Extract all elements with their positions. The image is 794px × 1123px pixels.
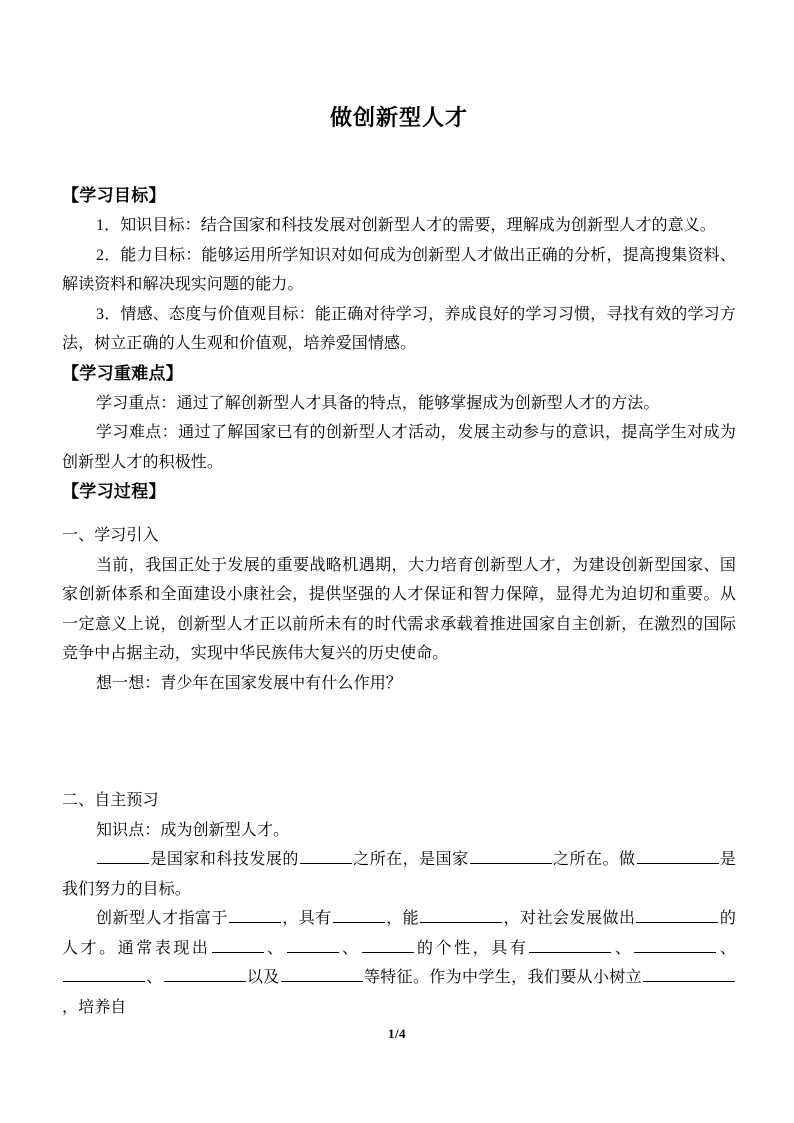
fill-text-seg: 之所在。做 bbox=[552, 851, 636, 868]
fill-text-seg: 、 bbox=[717, 939, 736, 957]
fill-text-seg: 、 bbox=[612, 939, 634, 957]
key-point-item-2: 学习难点：通过了解国家已有的创新型人才活动，发展主动参与的意识，提高学生对成为创新型人才的积极性。 bbox=[62, 424, 736, 471]
fill-text-seg: ，对社会发展做出 bbox=[503, 910, 636, 927]
objective-item-1: 1．知识目标：结合国家和科技发展对创新型人才的需要，理解成为创新型人才的意义。 bbox=[96, 217, 716, 234]
fill-text-seg: ，培养自 bbox=[62, 998, 127, 1016]
part-two-knowledge-point: 知识点：成为创新型人才。 bbox=[96, 821, 290, 839]
answer-writing-space[interactable] bbox=[62, 698, 736, 786]
page-title: 做创新型人才 bbox=[329, 105, 468, 130]
fill-paragraph-1 bbox=[62, 845, 736, 904]
blank-field[interactable] bbox=[362, 937, 414, 953]
page-number: 1/4 bbox=[387, 1026, 407, 1041]
section-heading-objectives: 【学习目标】 bbox=[62, 186, 166, 205]
fill-paragraph-2 bbox=[62, 904, 736, 1022]
blank-field[interactable] bbox=[634, 937, 716, 953]
fill-text-seg: 、 bbox=[146, 969, 163, 986]
blank-field[interactable] bbox=[287, 937, 339, 953]
blank-field[interactable] bbox=[420, 907, 502, 923]
blank-field[interactable] bbox=[281, 966, 363, 982]
blank-field[interactable] bbox=[164, 966, 246, 982]
fill-text-seg: 之所在，是国家 bbox=[352, 851, 469, 868]
fill-text-seg: 的个性，具有 bbox=[414, 939, 529, 957]
fill-text-seg: 是我们努力的目标。 bbox=[62, 851, 736, 898]
blank-field[interactable] bbox=[333, 907, 385, 923]
part-two-label: 二、自主预习 bbox=[62, 792, 159, 809]
blank-field[interactable] bbox=[643, 966, 735, 982]
document-body bbox=[62, 0, 736, 1022]
section-heading-process: 【学习过程】 bbox=[62, 482, 166, 501]
blank-field[interactable] bbox=[63, 966, 145, 982]
blank-field[interactable] bbox=[212, 937, 264, 953]
objective-item-3: 3．情感、态度与价值观目标：能正确对待学习，养成良好的学习习惯，寻找有效的学习方法，树立正确的人生观和价值观，培养爱国情感。 bbox=[62, 305, 736, 352]
blank-field[interactable] bbox=[636, 907, 718, 923]
blank-field[interactable] bbox=[97, 848, 149, 864]
fill-text-seg: 以及 bbox=[246, 969, 280, 986]
fill-text-seg: 、 bbox=[339, 939, 361, 957]
blank-field[interactable] bbox=[300, 848, 352, 864]
fill-text-seg: 等特征。作为中学生，我们要从小树立 bbox=[363, 969, 642, 986]
blank-field[interactable] bbox=[470, 848, 552, 864]
part-one-label: 一、学习引入 bbox=[62, 527, 159, 544]
fill-text-seg: 的人才。通常表现出 bbox=[62, 910, 736, 957]
objective-item-2: 2．能力目标：能够运用所学知识对如何成为创新型人才做出正确的分析，提高搜集资料、解读资料和解决现实问题的能力。 bbox=[62, 246, 736, 293]
blank-field[interactable] bbox=[529, 937, 611, 953]
blank-field[interactable] bbox=[637, 848, 719, 864]
part-one-paragraph: 当前，我国正处于发展的重要战略机遇期，大力培育创新型人才，为建设创新型国家、国家创新体系和全面建设小康社会，提供坚强的人才保证和智力保障，显得尤为迫切和重要。从一定意义上说，创新型人才正以前所未有的时代需求承载着推进国家自主创新，在激烈的国际竞争中占据主动，实现中华民族伟大复兴的历史使命。 bbox=[62, 556, 736, 662]
section-heading-key-points: 【学习重难点】 bbox=[62, 363, 184, 383]
spacer-before-objectives bbox=[62, 133, 736, 181]
fill-text-seg: 创新型人才指富于 bbox=[96, 910, 228, 927]
fill-text-seg: 、 bbox=[264, 939, 286, 957]
spacer-before-part-one bbox=[62, 507, 736, 521]
fill-text-seg: ，具有 bbox=[281, 910, 332, 927]
fill-text-seg: ，能 bbox=[385, 910, 420, 927]
part-one-question: 想一想：青少年在国家发展中有什么作用？ bbox=[96, 674, 402, 692]
fill-text-seg: 是国家和科技发展的 bbox=[150, 851, 299, 868]
key-point-item-1: 学习重点：通过了解创新型人才具备的特点，能够掌握成为创新型人才的方法。 bbox=[96, 394, 660, 412]
blank-field[interactable] bbox=[229, 907, 281, 923]
